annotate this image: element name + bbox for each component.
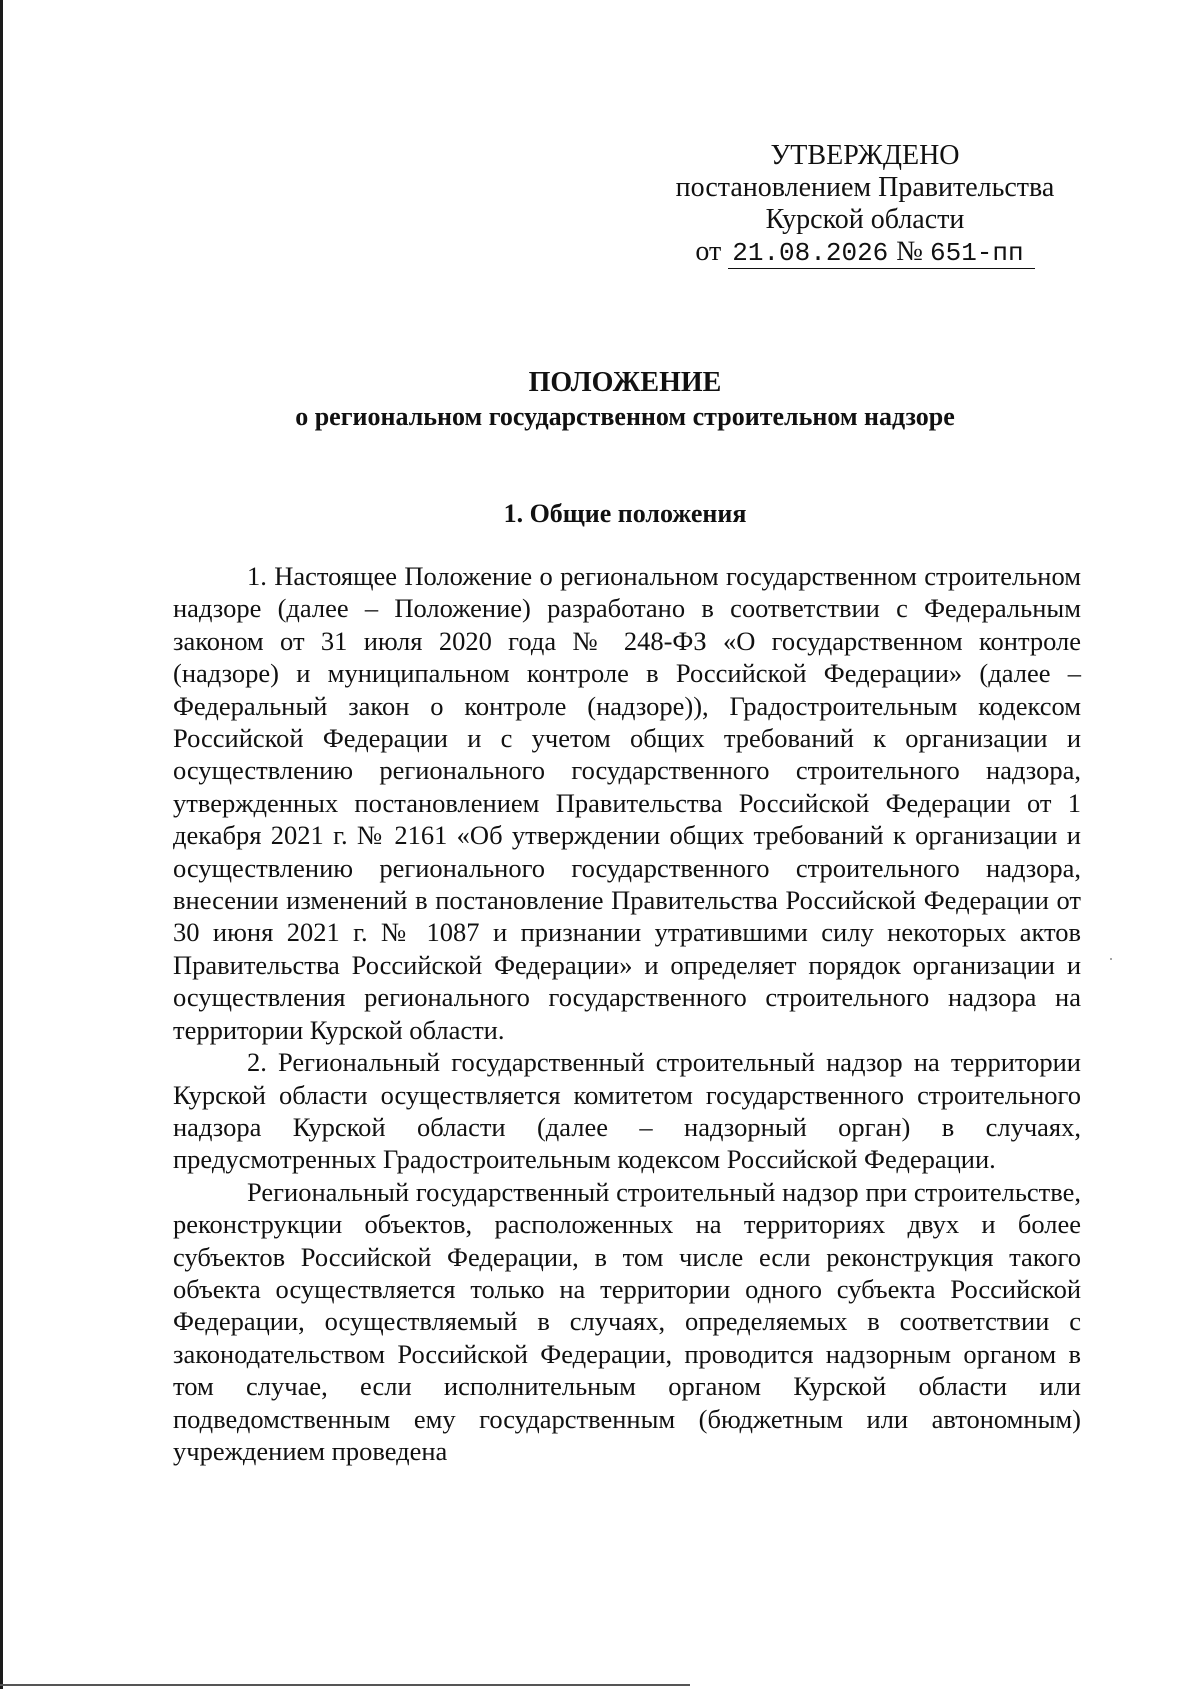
approval-date-line [640,236,1090,269]
date-prefix: от [695,236,722,267]
number-prefix: № [896,236,923,267]
paragraph-2: 2. Региональный государственный строительный надзор на территории Курской области осуществляется комитетом государственного строительного надзора Курской области (далее – надзорный орган) в случаях, предусмотренных Градостроительным кодексом Российской Федерации. [173,1047,1081,1175]
approval-number-group [892,237,1034,269]
scan-speck [1110,958,1112,960]
approval-block [640,140,1090,269]
approval-date: 21.08.2026 [728,238,892,269]
document-subtitle: о региональном государственном строительном надзоре [295,402,955,431]
paragraph-1: 1. Настоящее Положение о региональном государственном строительном надзоре (далее – Положение) разработано в соответствии с Федеральным законом от 31 июля 2020 года № 248-ФЗ «О государственном контроле (надзоре) и муниципальном контроле в Российской Федерации» (далее – Федеральный закон о контроле (надзоре)), Градостроительным кодексом Российской Федерации и с учетом общих требований к организации и осуществлению регионального государственного строительного надзора, утвержденных постановлением Правительства Российской Федерации от 1 декабря 2021 г. № 2161 «Об утверждении общих требований к организации и осуществлению регионального государственного строительного надзора, внесении изменений в постановление Правительства Российской Федерации от 30 июня 2021 г. № 1087 и признании утратившими силу некоторых актов Правительства Российской Федерации» и определяет порядок организации и осуществления регионального государственного строительного надзора на территории Курской области. [173,561,1081,1045]
paragraph-3: Региональный государственный строительный надзор при строительстве, реконструкции объектов, расположенных на территориях двух и более субъектов Российской Федерации, в том числе если реконструкция такого объекта осуществляется только на территории одного субъекта Российской Федерации, осуществляемый в случаях, определяемых в соответствии с законодательством Российской Федерации, проводится надзорным органом в том случае, если исполнительным органом Курской области или подведомственным ему государственным (бюджетным или автономным) учреждением проведена [173,1176,1081,1466]
document-title: ПОЛОЖЕНИЕ [528,367,722,398]
approval-stamp: УТВЕРЖДЕНО [770,140,960,171]
section-heading: 1. Общие положения [503,499,747,528]
scan-edge-left [0,0,3,1689]
approval-number: 651-пп [930,238,1024,268]
approval-line-2: Курской области [765,204,965,235]
scan-edge-bottom [0,1684,690,1686]
section-body [173,560,1081,1467]
approval-line-1: постановлением Правительства [675,172,1055,203]
